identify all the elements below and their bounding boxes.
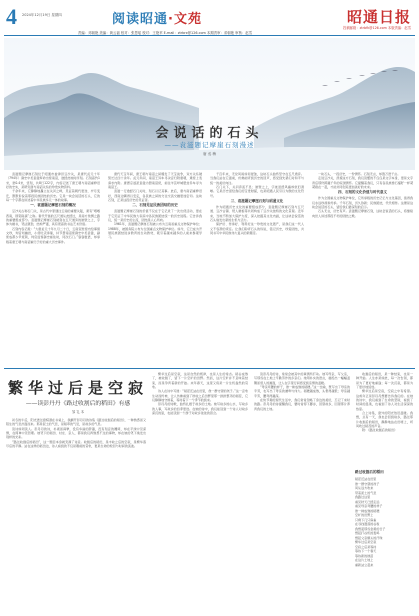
- paragraph: “路过收割后的稻田”，这一题目本身就充满了诗意。收割后的稻田，是丰收之后的空寂，是繁华落尽后的平静。站在这样的稻田边，诗人看到的不仅是眼前的景象，更是生命的轮回与时间的流逝。: [6, 439, 146, 449]
- section-heading: 二、石刻见证民族团结的历史: [132, 203, 178, 208]
- editor-credits: 责编：邓朝艳 美编：黄云福 校对：张思瑶 校对：王艳苹 E-mail：ztrbrx@126.com 本期责审：邓朝艳 审核：赵雪: [78, 31, 253, 35]
- paragraph: 1961年，袁滋题记摩崖石刻被公布为云南省重点文物保护单位；1988年，被国务院公布为全国重点文物保护单位。如今，它已成为开展民族团结进步教育的生动教材，吸引着越来越多的人前来参观学习。: [108, 222, 202, 240]
- header-divider: [4, 35, 415, 36]
- article2-subtitle: ——读彭丹丹《路过收割后的稻田》有感: [25, 401, 131, 407]
- poem-line: 在这片土地上: [355, 558, 374, 562]
- poem-line: 空寂之后是等待: [355, 544, 377, 549]
- paragraph: 石头无言，历史有声。袁滋题记摩崖石刻，这块会说话的石头，将继续向世人讲述那段不朽的团结之歌。: [312, 209, 413, 218]
- paragraph: 作为昭通历史文化的重要组成部分，袁滋题记摩崖石刻与五尺道、豆沙古镇、僰人悬棺等共同构成了豆沙关独特的文化景观。近年来，当地不断加大保护力度，深入挖掘其文化内涵，让这块会说话的石头焕发出新的生机与活力。: [210, 205, 304, 223]
- paragraph: 保护好、传承好、利用好这一珍贵的文化遗产，是我们这一代人义不容辞的责任。让我们聆听石头的诉说，铭记历史，珍爱团结，共同书写中华民族伟大复兴的新篇章。: [210, 222, 304, 236]
- poem-lines: [355, 477, 413, 567]
- poem-line: 繁华过后是空寂: [355, 540, 377, 544]
- paragraph: 附：《路过收割后的稻田》: [362, 428, 398, 433]
- paragraph: 袁滋题记摩崖石刻位于昭通市盐津县豆沙关，是唐代贞元十年（794年）御史中丞袁滋奉命出使南诏，途经此地时所刻。石刻高约1米，宽0.4米，竖刻，共8行122字，内容记述了唐王朝与南诏重修旧好的史实，是研究唐与南诏关系的珍贵实物资料。: [6, 172, 100, 190]
- poem-line: 想起父亲额头的汗珠: [355, 535, 383, 540]
- paragraph: 初冬的午后，阳光透过窗棂洒在书桌上，我翻开彭丹丹的诗集《路过收割后的稻田》，一种熟悉而又陌生的气息扑面而来。那是泥土的气息，是稻草的气息，是故乡的气息。: [6, 418, 146, 427]
- article2-column-4: [356, 372, 413, 468]
- paragraph: 豆沙关古称石门关，是古代中原通往云南的重要关隘，素有“咽喉西南，锁钥南滇”之称。秦代开凿的五尺道从此经过，是南方丝绸之路的重要组成部分。袁滋题记摩崖石刻就刻在五尺道旁的崖壁之上，字体为楷书，笔法遒劲，结构严谨，具有很高的书法艺术价值。: [6, 209, 100, 227]
- issue-date: 2024年12月19日 星期四: [22, 13, 62, 17]
- paragraph: 收割后的稻田，是一种结束，也是一种开始。人生亦是如此，每一次告别，都是为了更好地重逢；每一次沉寂，都是为了更好地绽放。: [356, 372, 413, 390]
- poem-line: 只剩下几只麻雀: [355, 517, 377, 522]
- article-hero: [4, 38, 415, 170]
- section-heading: 四、石刻的文化价值与时代意义: [338, 190, 387, 195]
- paragraph: 读诗如同读人。彭丹丹的诗，朴素而真挚，没有华丽的辞藻，没有刻意的雕琢，却在平淡中见深情，在简单中见哲理。她笔下的稻田、村庄、亲人，都是我们再熟悉不过的事物，却在她的笔下焕发出别样的光彩。: [6, 426, 146, 440]
- article1-column-1: [6, 172, 100, 364]
- article-subtitle: ——袁滋题记摩崖石刻漫述: [164, 141, 255, 149]
- article1-column-2: [108, 172, 202, 364]
- poem-line: 稻茬还站在田里: [355, 477, 377, 481]
- paragraph: “母亲弯腰的样子，像一株成熟的稻穗。”这一比喻，既写出了母亲的辛劳，也写出了母亲的谦卑与伟大。稻穗越成熟，头垂得越低；母亲越辛劳，腰弯得越深。: [254, 385, 350, 398]
- poem-line: 像一株成熟的稻穗: [355, 508, 380, 513]
- paragraph: 袁滋题记摩崖石刻的价值不仅在于它记录了一次出使活动，更在于它见证了中华民族大家庭中各民族团结统一的历史进程。它告诉我们，统一是历史的主流，团结是人心所向。: [108, 209, 202, 223]
- paragraph: 千百年来，无论风雨如何侵蚀，这块石头始终坚守在五尺道旁。当我们站在它面前，仿佛能听到历史的回声，感受到先辈们对和平与统一的美好向往。: [210, 172, 304, 185]
- poem-line: 想起打谷机的轰鸣: [355, 531, 380, 535]
- paragraph: 彭丹丹的诗歌，始终扎根于故乡的土地。她写故乡的山水，写故乡的人事，写故乡的四季更迭。在她的诗中，我们能读到一个诗人对故乡深沉的爱，也能读到一个游子对故乡浓浓的思念。: [152, 402, 248, 416]
- article2-column-3: [254, 372, 350, 612]
- paragraph: 走进豆沙关，抚摸这方石刻，我们读懂的不仅仅是文字本身，更是文字背后那份跨越千年的家国情怀。它提醒着我们，只有各民族像石榴籽一样紧紧抱在一起，才能共同创造更加美好的未来。: [312, 176, 413, 190]
- landscape-illustration: [4, 38, 415, 170]
- poem-line: 看见母亲弯腰的样子: [355, 504, 383, 508]
- poem-block: [355, 470, 413, 567]
- poem-line: 空旷的田野上: [355, 513, 374, 517]
- poem-line: 重新站立起来: [355, 562, 374, 567]
- paragraph: 袁滋一行途经石门关时，刻石以记其事。此后，唐与南诏重修旧好，西南边疆得以安定，各民族之间的交往交流交融更加密切。这块石刻，正是这段历史的见证者。: [108, 189, 202, 203]
- poem-line: 看见秋天已经走远: [355, 499, 380, 504]
- section-title-accent: 文苑: [173, 12, 202, 27]
- newspaper-masthead: 昭通日报: [346, 8, 411, 26]
- section-heading: 三、袁滋题记摩崖石刻与昭通文化: [230, 199, 284, 204]
- poem-line: 等待下一个春天: [355, 549, 377, 553]
- section-heading: 一、袁滋题记摩崖石刻的概况: [30, 203, 76, 208]
- article1-column-3: [210, 172, 304, 364]
- poem-line: 在寻找遗落的谷粒: [355, 522, 380, 526]
- newspaper-masthead-sub: 投稿邮箱：ztrbfk@126.com 本版责编：赵雪: [343, 26, 411, 30]
- article2-author: 邹 礼 本: [71, 410, 85, 414]
- paragraph: 诗人在诗中写道：“稻茬还站在田里，像一群守望的孩子。”这一意象生动而传神，让人仿佛看到了秋收之后田野里那一排排整齐的稻茬，它们静静地守候着，等待着下一个季节的到来。: [152, 389, 248, 403]
- section-title-sep: ·: [168, 12, 174, 27]
- poem-line: 等待新的秧苗: [355, 553, 374, 558]
- section-title-main: 阅读昭通: [112, 12, 169, 27]
- paragraph: 作为全国重点文物保护单位，它所承载的历史记忆与文化基因，值得我们永远珍视和传承。千年石刻，历久弥新；民族团结，代代相传。这便是这块会说话的石头，留给我们最深刻的启示。: [312, 196, 413, 210]
- poem-line: 我想起那些金黄的日子: [355, 526, 386, 531]
- paragraph: 在快节奏的现代生活中，我们常常忽略了身边的美好，忘记了来时的路。彭丹丹的诗提醒我们，要时常停下脚步，回望故乡，回望那片养育我们的土地。: [254, 398, 350, 411]
- paragraph: 唐代天宝年间，唐王朝与南诏之间爆发了天宝战争，双方关系破裂长达四十余年。贞元年间，南诏王异牟寻决意归附唐朝，遣使上表请求内附。唐德宗遂派袁滋为册南诏使，前往羊苴咩城册封异牟寻为南诏王。: [108, 172, 202, 190]
- paragraph: 千余年来，它静静地矗立在关河之畔，见证着朝代更迭、岁月变迁，默默诉说着那段民族团结的历史。它是一块会说话的石头，它的每一个字都在讲述着中华民族多元一体的故事。: [6, 189, 100, 203]
- article2-column-1: [6, 418, 146, 612]
- article-author: 唐 丞 梅: [202, 152, 217, 156]
- paragraph: 一块石头，一段历史，一份情怀。石刻无言，却胜万语千言。: [318, 172, 401, 176]
- article2-column-2: [152, 372, 248, 612]
- poem-line: 风从远方吹来: [355, 486, 374, 490]
- paragraph: 石刻内容记载：“大唐贞元十年九月二十日，云南宣慰使内给事俱文珍，判官刘幽岩，小使吐突承璀，持节册南诏使御史中丞袁滋，副使成都少尹庞颀，判官监察御史崔佐时，同次石门。”寥寥数语，却承载着唐王朝与南诏重归于好的重大历史事件。: [6, 226, 100, 244]
- page-number: 4: [6, 4, 17, 29]
- paragraph: 繁华过后是空寂，这是自然的规律，也是人生的常态。稻谷成熟了，被收割了，留下一片空旷的田野。然而，这片空旷并不意味着结束，而是孕育着新的开始。来年春天，这里又将是一片生机盎然的景象。: [152, 372, 248, 390]
- paragraph: 合上诗集，窗外的阳光依旧温暖。我想，总有一天，我也会回到故乡，路过那片收割后的稻田，静静地站在田埂上，听风吹过稻茬的声音。: [356, 411, 413, 429]
- poem-line: 像一群守望的孩子: [355, 481, 380, 486]
- paragraph: 石门关下，关河奔流不息；崖壁之上，字迹虽经风霜却依旧清晰。它是历史留给我们的宝贵财富，也是昭通人民引以为傲的文化符号。: [210, 185, 304, 198]
- paragraph: 繁华过后是空寂，空寂之中有希望。这或许正是彭丹丹想要告诉我们的。在她的诗中，我们看到了生命的坚韧，看到了时间的温柔，也看到了诗人对生活深深的热爱。: [356, 389, 413, 411]
- paragraph: 读彭丹丹的诗，常常会被其中的真情所打动。她写母亲，写父亲，写那些在土地上辛勤劳作的乡亲们。她用朴实的语言，描绘出一幅幅温馨而感人的画面，让人在字里行间感受到亲情的温暖。: [254, 372, 350, 385]
- article2-title: 繁华过后是空寂: [8, 379, 149, 397]
- poem-line: 我路过这里: [355, 495, 371, 499]
- article-divider: [4, 368, 415, 369]
- section-title: [112, 8, 202, 27]
- article-title: 会说话的石头: [155, 126, 264, 141]
- poem-title: 路过收割后的稻田: [355, 470, 384, 474]
- article1-column-4: [312, 172, 413, 364]
- poem-line: 带着泥土的气息: [355, 490, 377, 495]
